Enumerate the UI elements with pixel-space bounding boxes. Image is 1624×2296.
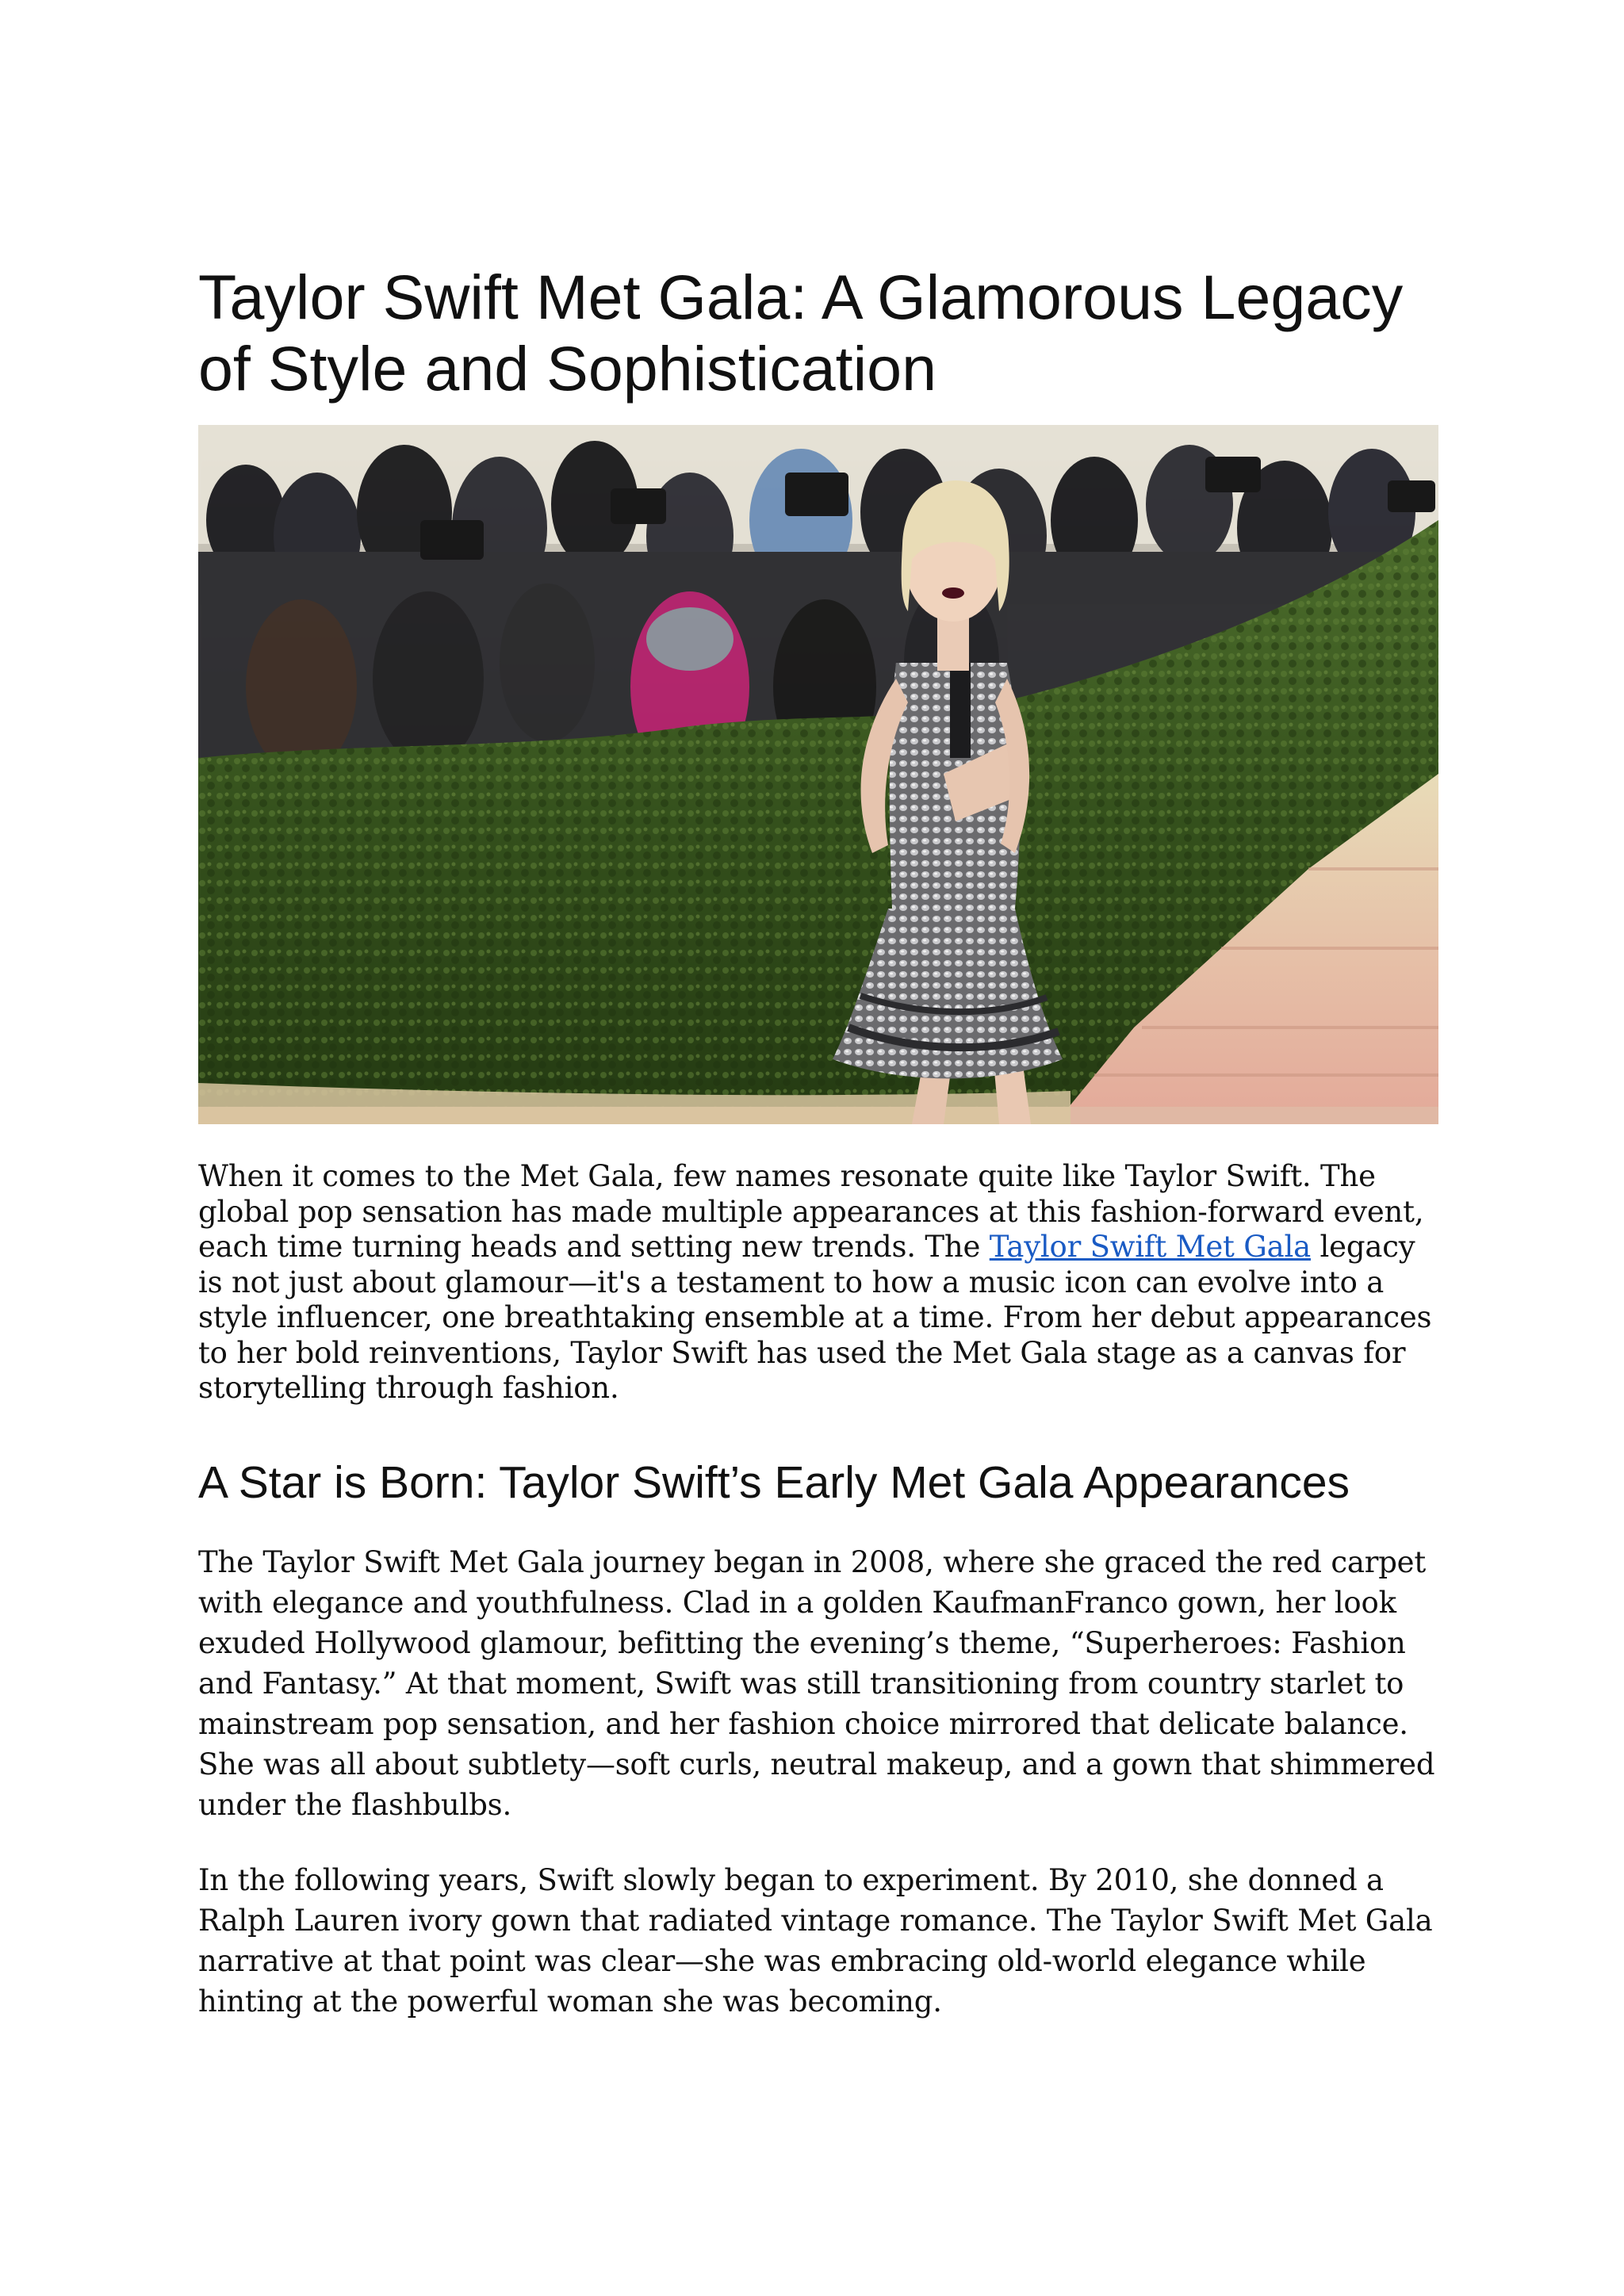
intro-paragraph <box>198 1159 1435 1406</box>
taylor-swift-met-gala-link[interactable]: Taylor Swift Met Gala <box>989 1230 1311 1264</box>
paragraph-early-appearances: The Taylor Swift Met Gala journey began in 2008, where she graced the red carpet with elegance and youthfulness. Clad in a golden KaufmanFranco gown, her look exuded Hollywood glamour, befitting the evening’s theme, “Superheroes: Fashion and Fantasy.” At that moment, Swift was still transitioning from country starlet to mainstream pop sensation, and her fashion choice mirrored that delicate balance. She was all about subtlety—soft curls, neutral makeup, and a gown that shimmered under the flashbulbs. <box>198 1545 1435 1822</box>
intro-text-start: When it comes to the Met Gala, few names resonate quite like Taylor Swift. The global pop sensation has made multiple appearances at this fashion-forward event, each time turning heads and setting new trends. The <box>198 1159 1424 1264</box>
hero-image <box>198 425 1438 1124</box>
paragraph-following-years: In the following years, Swift slowly began to experiment. By 2010, she donned a Ralph Lauren ivory gown that radiated vintage romance. The Taylor Swift Met Gala narrative at that point was clear—she was embracing old-world elegance while hinting at the powerful woman she was becoming. <box>198 1863 1433 2019</box>
section-heading: A Star is Born: Taylor Swift’s Early Met Gala Appearances <box>198 1457 1350 1508</box>
intro-text-end: legacy is not just about glamour—it's a testament to how a music icon can evolve into a style influencer, one breathtaking ensemble at a time. From her debut appearances to her bold reinventions, Taylor Swift has used the Met Gala stage as a canvas for storytelling through fashion. <box>198 1230 1432 1405</box>
met-gala-photo <box>198 425 1438 1124</box>
article-title: Taylor Swift Met Gala: A Glamorous Legacy of Style and Sophistication <box>198 262 1404 404</box>
